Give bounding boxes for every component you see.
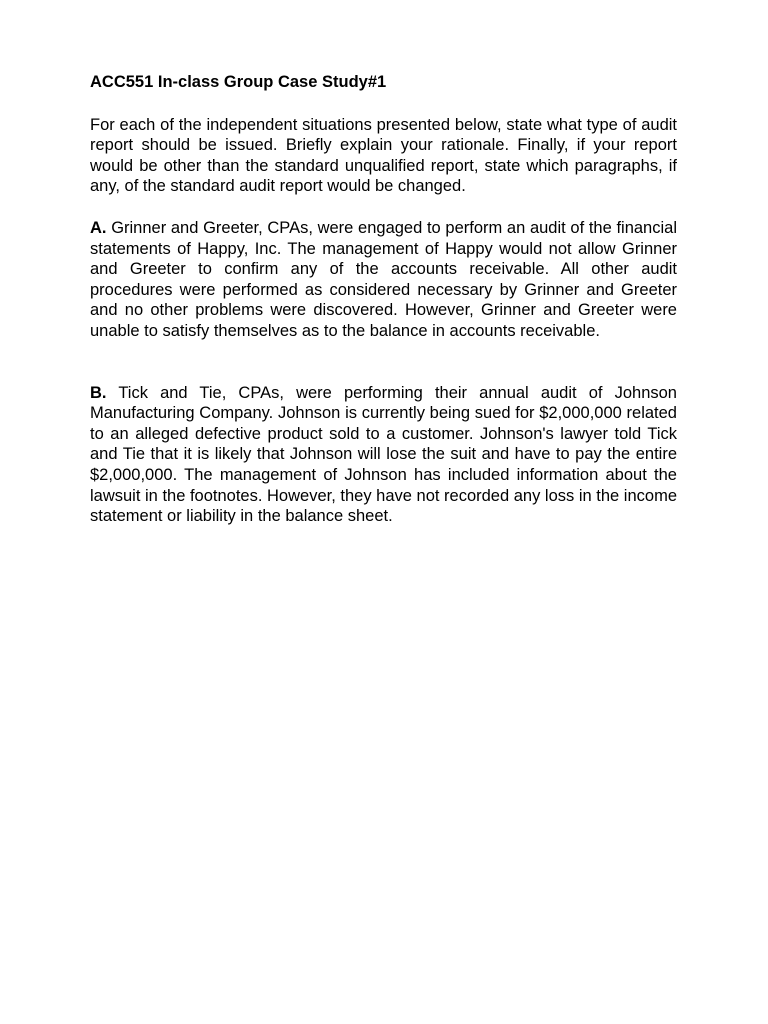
case-a-text: Grinner and Greeter, CPAs, were engaged to perform an audit of the financial statements of Happy, Inc. The management of Happy would not allow Grinner and Greeter to confirm any of the accounts receivable. All other audit procedures were performed as considered necessary by Grinner and Greeter and no other problems were discovered. However, Grinner and Greeter were unable to satisfy themselves as to the balance in accounts receivable. <box>90 218 677 340</box>
case-b-text: Tick and Tie, CPAs, were performing their annual audit of Johnson Manufacturing Company. Johnson is currently being sued for $2,000,000 related to an alleged defective product sold to a customer. Johnson's lawyer told Tick and Tie that it is likely that Johnson will lose the suit and have to pay the entire $2,000,000. The management of Johnson has included information about the lawsuit in the footnotes. However, they have not recorded any loss in the income statement or liability in the balance sheet. <box>90 383 677 526</box>
instructions-paragraph: For each of the independent situations presented below, state what type of audit report should be issued. Briefly explain your rationale. Finally, if your report would be other than the standard unqualified report, state which paragraphs, if any, of the standard audit report would be changed. <box>90 115 677 196</box>
document-title: ACC551 In-class Group Case Study#1 <box>90 73 387 91</box>
case-a-label: A. <box>90 218 107 237</box>
document-page <box>90 72 677 527</box>
case-b-paragraph <box>90 383 677 527</box>
case-b-label: B. <box>90 383 107 402</box>
case-a-paragraph <box>90 218 677 342</box>
